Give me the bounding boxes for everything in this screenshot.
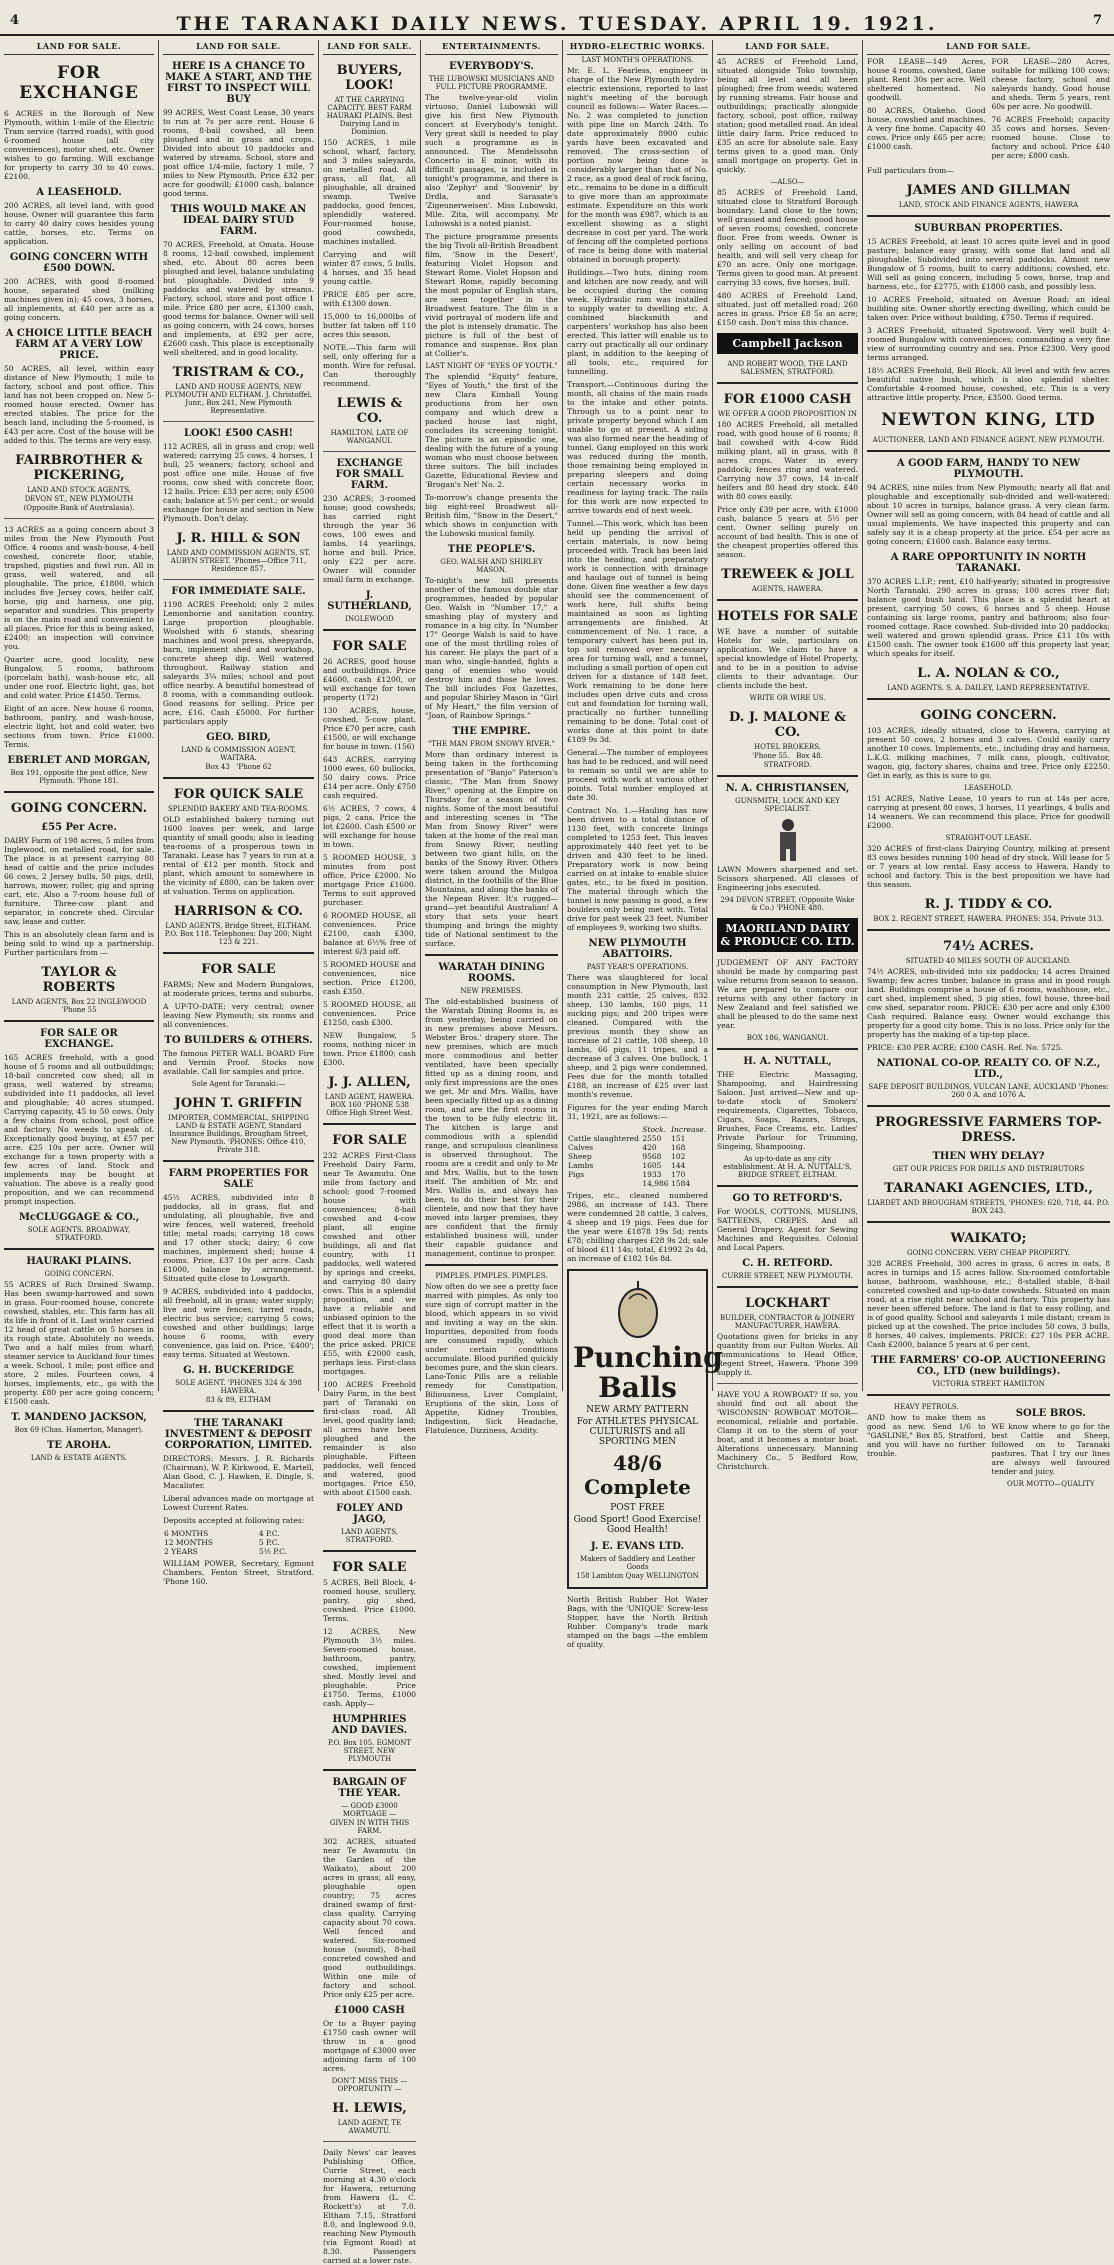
ad-text: OLD established bakery turning out 1600 loaves per week, and large quantity of small goods; also is leading tea-rooms of a prosperous town in Taranaki. Lease has 7 years to run at a rental of £12 per month. Stock and plant, which amount to somewhere in the vicinity of £800, can be taken over at valuation. Terms on application. [163, 815, 314, 896]
ad-subtitle: A CHOICE LITTLE BEACH FARM AT A VERY LOW PRICE. [5, 328, 153, 361]
article-text: The old-established business of the Waratah Dining Rooms is, as from yesterday, being carried on in new premises above Messrs. Webster Bros.' drapery store. The new premises, which are much more commodious and better ventilated, have been specially fitted up as a dining room, and only first impressions are the ones we get. Mr and Mrs. Wallis, have been specially fitted up as a dining room, and are the first rooms in the town to be fully electric lit. The kitchen is large and commodious with a splendid range, and scrupulous cleanliness is observed throughout. The rooms are a credit and only to Mr and Mrs. Wallis, but to the town itself. The ambition of Mr. and Mrs. Wallis is, and always has been, to do their best for their clientele, and now that they have moved into larger premises, they are confident that the firmly established business will, under their capable guidance and management, continue to prosper. [425, 997, 558, 1258]
ad-title: A RARE OPPORTUNITY IN NORTH TARANAKI. [890, 552, 1087, 574]
ad-title: FOR SALE OR EXCHANGE. [40, 1028, 118, 1050]
ad-address: 158 Lambton Quay WELLINGTON [576, 1572, 699, 1580]
ad-text: Price only £39 per acre, with £1000 cash, balance 5 years at 5½ per cent. Owner selling purely on account of bad health. This is one of the cheapest properties offered this season. [717, 505, 858, 559]
agent-name: C. H. RETFORD. [742, 1258, 833, 1269]
agent-detail: INGLEWOOD [345, 615, 394, 623]
table-header-row: Stock. Increase. [642, 1125, 707, 1134]
agent-name: NATIONAL CO-OP. REALTY CO. OF N.Z., LTD., [876, 1058, 1101, 1080]
agent-name: NEWTON KING, LTD [881, 410, 1096, 430]
article-text: Mr. E. L. Fearless, engineer in charge of the New Plymouth hydro-electric extensions, reported to last night's meeting of the borough council as follows:— Water Races.—No. 2 was completed to junction with pipe line on March 24th. To date approximately 8900 cubic yards have been excavated and removed. The cross-section of portion now being done is considerably larger than that of No. 2 race, as a good deal of rock facing, etc., remains to be done in a difficult to give more than an approximate estimate. Expenditure on this work for the month was £987, which is an excellent showing as a slight decrease in cost per yard. The work of fencing off the completed portions of race is being done with material obtained in borough property. [567, 66, 708, 264]
agent-name: N. A. CHRISTIANSEN, [725, 783, 850, 794]
agent-name: D. J. MALONE & CO. [728, 710, 847, 740]
agent-detail: BOX 2. REGENT STREET, HAWERA. PHONES: 354, Private 313. [873, 915, 1104, 923]
agent-name: H. A. NUTTALL, [743, 1056, 832, 1067]
ad-title: EXCHANGE FOR SMALL FARM. [335, 458, 404, 491]
ad-subtitle: TO BUILDERS & OTHERS. [164, 1035, 313, 1046]
ad-price: 48/6 Complete [584, 1451, 691, 1499]
article-subtitle: GEO. WALSH AND SHIRLEY MASON. [440, 558, 543, 574]
ad-text: THE Electric Massaging, Shampooing, and Hairdressing Saloon. Just arrived—New and up-to-date stock of Smokers' requirements, Cigarettes, Tobacco, Cigars, Soaps, Razors, Strops, Brushes, Face Creams, etc. Ladies' Private Parlour for Trimming, Singeing, Shampooing. [717, 1070, 858, 1151]
article-subtitle: LAST NIGHT OF "EYES OF YOUTH." [425, 362, 558, 370]
agent-detail: GUNSMITH, LOCK AND KEY SPECIALIST. [735, 797, 840, 813]
article-title: THE PEOPLE'S. [447, 544, 536, 555]
ad-text: 5 ROOMED HOUSE, all conveniences. Price £1250, cash £300. [323, 1000, 416, 1027]
article-subtitle: PAST YEAR'S OPERATIONS. [586, 963, 689, 971]
article-title: WARATAH DINING ROOMS. [438, 962, 545, 984]
agent-name: EBERLET AND MORGAN, [7, 755, 151, 766]
ad-title: FOR SALE [201, 962, 276, 977]
agent-name: FAIRBROTHER & PICKERING, [15, 453, 143, 483]
ad-subtitle: SPLENDID BAKERY AND TEA-ROOMS. [168, 805, 309, 813]
ad-text: 151 ACRES, Native Lease, 10 years to run at 14s per acre, carrying at present 80 cows, 3 horses, 11 yearlings, 4 bulls and 14 weaners. We can recommend this place. Price for goodwill £2000. [867, 794, 1110, 830]
ad-text: JUDGEMENT OF ANY FACTORY should be made by comparing past value returns from season to season. We are prepared to compare our returns with any other factory in New Zealand and feel satisfied we shall be pleased to do the same next year. [717, 958, 858, 1030]
ad-text: 1198 ACRES Freehold; only 2 miles Lemonborne and sanitation country. Large proportion ploughable. Woolshed with 6 stands, shearing machines and wool press, sheepyards, barn, implement shed and workshop, concrete sheep dip. Well watered throughout. Railway station and saleyards 3¼ miles; school and post office nearby. A beautiful homestead of 8 rooms, with a commanding outlook. Good reasons for selling. Price per acre, £16. Cash £5000. For further particulars apply [163, 600, 314, 726]
agent-detail: LAND AGENT, HAWERA. BOX 160 'PHONE 538 Office High Street West. [324, 1093, 415, 1117]
ad-text: 5 ACRES, Bell Block, 4-roomed house, scullery, pantry, gig shed, cowshed. Price £1000. Terms. [323, 1578, 416, 1623]
agent-name: L. A. NOLAN & CO., [917, 666, 1060, 681]
ad-text: 76 ACRES Freehold; capacity 35 cows and horses. Seven-roomed house. Close to factory and school. Price £40 per acre; £800 cash. [991, 115, 1110, 160]
ad-price: £55 Per Acre. [41, 822, 117, 833]
ad-subtitle: — GOOD £3000 MORTGAGE — [341, 1802, 398, 1818]
ad-company-sub: Makers of Saddlery and Leather Goods [580, 1555, 695, 1571]
ad-text: 12 ACRES, New Plymouth 3½ miles. Seven-roomed house, bathroom, pantry, cowshed, implement shed. Mostly level and ploughable. Price £1750. Terms, £1000 cash. Apply— [323, 1627, 416, 1708]
bottom-ads-row [867, 1402, 1110, 1489]
ad-text: WE know where to go for the best Cattle and Sheep, followed on to Taranaki pastures. That I try our lines are always well favoured tender and juicy. [991, 1422, 1110, 1476]
agent-detail: LAND & ESTATE AGENTS. [30, 1454, 128, 1462]
ad-text: 302 ACRES, situated near Te Awamutu (in the Garden of the Waikato), about 200 acres in grass; all easy, ploughable open country; 75 acres drained swamp of first-class quality. Carrying capacity about 70 cows. Well fenced and watered. Six-roomed house (sound), 8-bail concreted cowshed and good outbuildings. Within one mile of factory and school. Price only £25 per acre. [323, 1837, 416, 1999]
agent-detail: VICTORIA STREET HAMILTON [932, 1380, 1045, 1388]
column-header: LAND FOR SALE. [323, 40, 416, 55]
ad-title: HERE IS A CHANCE TO MAKE A START, AND THE FIRST TO INSPECT WILL BUY [165, 61, 312, 105]
ad-text: 200 ACRES, all level land, with good house. Owner will guarantee this farm to carry 40 dairy cows besides young cattle, horses, etc. Terms on application. [4, 201, 154, 246]
ad-text: Quotations given for bricks in any quantity from our Fulton Works. All communications to Head Office, Regent Street, Hawera. 'Phone 399 supply it. [717, 1332, 858, 1377]
ad-title: GOING CONCERN. [10, 801, 148, 816]
agent-name: SOLE BROS. [1015, 1408, 1086, 1419]
agent-name: TAYLOR & ROBERTS [41, 965, 117, 995]
table-row: 6 MONTHS 4 P.C. [164, 1529, 280, 1538]
ad-text: 180 ACRES Freehold, all metalled road, with good house of 6 rooms; 8 bail cowshed with 4-cow Ridd milking plant, all in grass, with 8 acres crops. Water in every paddock; fences ring and watered. Carrying now 37 cows, 14 in-calf heifers and 80 head dry stock. £40 with 80 cows easily. [717, 420, 858, 501]
agent-contact: 'Phone 55. Box 48. [752, 752, 823, 760]
agent-detail: BOX 186, WANGANUI. [746, 1034, 829, 1042]
agent-detail: CURRIE STREET, NEW PLYMOUTH. [722, 1272, 853, 1280]
ad-text: 112 ACRES, all in grass and crop; well watered; carrying 25 cows, 4 horses, 1 bull, 25 weaners; factory, school and post office one mile. House of five rooms, cow shed with concrete floor, 12 bails. Price: £33 per acre; only £500 cash; balance at 5½ per cent.; or would exchange for house and section in New Plymouth. Don't delay. [163, 442, 314, 523]
ad-text: 85 ACRES of Freehold Land, situated close to Stratford Borough boundary. Land close to the town; well grassed and fenced; good house of seven rooms; cowshed, concrete floor. Free from weeds. Owner is only selling on account of bad health, and will sell very cheap for £70 an acre. Only one mortgage. Terms given to good man. At present carrying 33 cows, five horses, bull. [717, 188, 858, 287]
agent-name: McCLUGGAGE & CO., [18, 1212, 140, 1223]
ad-title: FOR £1000 CASH [723, 392, 852, 407]
ad-text: 643 ACRES, carrying 1000 ewes, 60 bullocks, 50 dairy cows. Price £14 per acre. Only £750 cash required. [323, 755, 416, 800]
ad-text: The famous PETER WALL BOARD Fire and Vermin Proof. Stocks now available. Call for samples and price. [163, 1049, 314, 1076]
agent-name: LOCKHART [745, 1296, 830, 1311]
agent-detail: LAND AGENT, TE AWAMUTU. [337, 2119, 402, 2135]
agent-name: GEO. BIRD, [206, 732, 271, 743]
ad-text: For WOOLS, COTTONS, MUSLINS, SATTEENS, CREPES. And all General Drapery. Agent for Sewing Machines and Requisites. Colonial and Local Papers. [717, 1207, 858, 1252]
ad-text: 10 ACRES Freehold, situated on Avenue Road; an ideal building site. Owner shortly erecting dwelling, which could be taken over. Price without building, £750. Terms if required. [867, 295, 1110, 322]
ad-subtitle: GIVEN IN WITH THIS FARM. [329, 1819, 410, 1835]
ad-title: BARGAIN OF THE YEAR. [332, 1777, 407, 1799]
agent-name: H. LEWIS, [332, 2101, 407, 2116]
column-5 [563, 40, 723, 1649]
agent-name: LEWIS & CO. [336, 396, 403, 426]
ad-subtitle: GOING CONCERN WITH £500 DOWN. [9, 252, 149, 274]
article-text: Now often do we see a pretty face marred with pimples. As only too sure sign of corrupt matter in the blood, which appears in so vivid and inviting a way on the skin. Impurities, deposited from foods are consumed rapidly, which under certain conditions accumulate. Blood purified quickly becomes pure, and the skin clears. Lano-Tonic Pills are a reliable remedy for Constipation, Biliousness, Liver Complaint, Eruptions of the skin, Loss of Appetite, Kidney Troubles, Indigestion, Sick Headache, Flatulence, Dizziness, Acidity. [425, 1282, 558, 1435]
ad-text: 15 ACRES Freehold, at least 10 acres quite level and in good pasture; balance easy grassy, with some flat land and all ploughable. Subdivided into several paddocks. Almost new Bungalow of 5 rooms, built to carry additions; cowshed, etc. Will sell as going concern, including 5 cows, horse, trap and harness, etc., for £2775, with £1800 cash, and possibly less. [867, 237, 1110, 291]
ad-text: 50 ACRES, all level, within easy distance of New Plymouth; 1 mile to factory, school and post office. This land has not been cropped on. New 5-roomed house erected. Owner has erected stables. The price for the beach land, including the 5-roomed, is £43 per acre. Cost of the house will be added to this. The terms are very easy. [4, 364, 154, 445]
agent-detail: Box 191, opposite the post office, New Plymouth. 'Phone 181. [10, 769, 148, 785]
ad-text: 6 ROOMED HOUSE, all conveniences. Price £2100, cash £300, balance at 6½% free of interest 6/3 paid off. [323, 911, 416, 956]
agent-detail: LAND AGENTS. S. A. DAILEY, LAND REPRESENTATIVE. [886, 684, 1091, 692]
ad-text: LAWN Mowers sharpened and set. Scissors sharpened. All classes of Engineering jobs executed. [717, 865, 858, 892]
ad-text: A UP-TO-DATE; very central; owner leaving New Plymouth; six rooms and all conveniences. [163, 1002, 314, 1029]
agent-detail: LAND AGENTS, Box 22 INGLEWOOD 'Phone 55 [11, 998, 147, 1014]
ad-text: 45½ ACRES, subdivided into 8 paddocks, all in grass, flat and undulating, all ploughable, five and wire fences, well watered, freehold title; metal roads; carrying 18 cows and 17 other stock; dairy; 6 cow machines, implement shed; house 4 rooms. Price, £37 10s per acre. Cash £1000, balance by arrangement. Situated quite close to Lowgarth. [163, 1193, 314, 1283]
article-subtitle: THE LUBOWSKI MUSICIANS AND FULL PICTURE PROGRAMME. [428, 75, 555, 91]
agent-detail: HAMILTON. LATE OF WANGANUI. [330, 429, 409, 445]
agent-detail: Box 69 (Chas. Hamerton, Manager). [14, 1426, 144, 1434]
article-text: Tripes, etc., cleaned numbered 2986, an increase of 143. There were condemned 28 cattle, 3 calves, 4 sheep and 19 pigs. Fees due for the year were £1878 19s 5d; rents £78; chilling charges £28 9s 2d; sale of blood £11 14s; total, £1992 2s 4d, an increase of £182 16s 8d. [567, 1191, 708, 1263]
column-4 [421, 40, 563, 1435]
ad-text: North British Rubber Hot Water Bags, with the 'UNIQUE' Screw-less Stopper, have the North British Rubber Company's trade mark stamped on the bags —the emblem of quality. [567, 1595, 708, 1649]
agent-detail: AGENTS, HAWERA. [751, 585, 824, 593]
dairy-logo-banner: MAORILAND DAIRY & PRODUCE CO. LTD. [717, 918, 858, 952]
ad-text: 13 ACRES as a going concern about 3 miles from the New Plymouth Post Office. 4 rooms and wash-house, 4-bell cowshed, concrete floor, stable, trapshed, pigsties and fowl run. All in grass, well watered, and all ploughable. The price, £1800, which includes five Jersey cows, heifer calf, horse, gig and harness, one pig, separator and sundries. This property is on the main road and convenient to all places. Price for this is being asked, £2400; an inspection will convince you. [4, 525, 154, 651]
ad-text: AND how to make them as good as new. Send 1/6 to "GASLINE," Box 85, Stratford, and you will have no further trouble. [867, 1413, 986, 1458]
ad-text: Quarter acre, good locality, new Bungalow, 5 rooms, bathroom (porcelain bath), wash-house etc, all under one roof. Electric light, gas, hot and cold water. Price £1450. Terms. [4, 655, 154, 700]
ad-headline: Punching Balls [573, 1341, 723, 1404]
article-text: The picture programme presents the big Tivoli all-British Broadbent film, 'Snow in the Desert', featuring Violet Hopson and Stewart Rome. Violet Hopson and Stewart Rome, rapidly becoming the most popular of English stars, are seen together in the Broadwest feature. The film is a vivid portrayal of modern life and the plot is intensely dramatic. The picture is full of the best of romance and suspense. Box plan at Collier's. [425, 232, 558, 358]
ad-subtitle: £1000 CASH [334, 2005, 405, 2016]
deposit-rates-table [163, 1529, 314, 1556]
ad-title: GO TO RETFORD'S. [732, 1193, 843, 1204]
agent-detail: LAND AND STOCK AGENTS, [26, 486, 132, 494]
agent-detail: SOLE AGENT. 'PHONES 324 & 398 HAWERA. [175, 1379, 302, 1395]
ad-text: 26 ACRES, good house and outbuildings. Price £4600, cash £1200, or will exchange for town property (172) [323, 657, 416, 702]
ad-subtitle: WE OFFER A GOOD PROPOSITION IN [718, 410, 857, 418]
ad-text: 3 ACRES Freehold, situated Spotswood. Very well built 4-roomed Bungalow with conveniences; commanding a very fine view of surrounding country and sea. Price £2300. Very good terms arranged. [867, 326, 1110, 362]
ad-title: FOR QUICK SALE [173, 787, 304, 802]
column-2 [159, 40, 319, 1586]
column-1 [0, 40, 159, 1462]
agent-name: HUMPHRIES AND DAVIES. [331, 1714, 408, 1736]
ad-text: 18½ ACRES Freehold, Bell Block. All level and with few acres beautiful native bush, which is also splendid shelter. Comfortable 4-roomed house, cowshed, etc. This is a very attractive little property. Price, £3500. Good terms. [867, 366, 1110, 402]
ad-text: 74½ ACRES, sub-divided into six paddocks; 14 acres Drained Swamp; few acres timber, balance in grass and in good rough land. Buildings comprise a house of 6 rooms, washhouse, etc., cart shed, implement shed, 3 pig sties, fowl house, three-bail cow shed, separator room. PRICE: £30 per acre and only £300 Cash required. Balance easy. Owner would exchange this property for a good city home. This is no loss. Price only for the property has the making of a tip-top place. [867, 967, 1110, 1039]
agent-name: TRISTRAM & CO., [172, 365, 305, 380]
table-row: Pigs 1933 170 [568, 1170, 686, 1179]
ad-text: 6½ ACRES, 7 cows, 4 pigs, 2 cans. Price the lot £2600. Cash £500 or will exchange for house in town. [323, 804, 416, 849]
ad-title: WAIKATO; [950, 1231, 1027, 1246]
agent-detail: LAND & COMMISSION AGENT, WAITARA. [181, 746, 296, 762]
ad-subtitle: LEASEHOLD. [964, 784, 1013, 792]
agent-detail: 294 DEVON STREET, (Opposite Wake & Co.) 'PHONE 480. [720, 896, 855, 912]
agent-name: TE AROHA. [46, 1440, 111, 1451]
ad-subtitle: A LEASEHOLD. [36, 187, 122, 198]
ad-text: 230 ACRES; 3-roomed house; good cowsheds; has carried right through the year 36 cows, 100 ewes and lambs, 14 yearlings, horse and bull. Price, only £22 per acre. Owner will consider small farm in exchange. [323, 494, 416, 584]
ad-text: 9 ACRES, subdivided into 4 paddocks, all freehold, all in grass; water supply; live and wire fences; tarred roads, electric bus service; carrying 5 cows; cowshed and other buildings; large house 6 rooms, with every convenience, gas laid on. Price, '£400'; easy terms. Situated at Westown. [163, 1287, 314, 1359]
ad-text: WE have a number of suitable Hotels for sale, particulars on application. We claim to have a special knowledge of Hotel Property, and to be in a position to advise clients to their advantage. Our clients include the best. [717, 627, 858, 690]
column-header: LAND FOR SALE. [4, 40, 154, 55]
page-number-right: 7 [1092, 13, 1102, 28]
agent-name: FOLEY AND JAGO, [336, 1503, 403, 1525]
table-row: Lambs 1605 144 [568, 1161, 686, 1170]
ad-subline: NEW ARMY PATTERN [586, 1405, 689, 1415]
page-number-left: 4 [10, 13, 20, 28]
article-text: Tunnel.—This work, which has been held up pending the arrival of certain materials, is now being proceeded with. Track has been laid into the heading, and preparatory work is connection with drainage and haulage out of tunnel is being done. Given fine weather a few days should see the commencement of work here, full shifts being maintained as soon as lighting arrangements are finished. At commencement of No. 1 race, a temporary culvert has been put in, top soil removed over necessary area for turning wall, and a tunnel, including a small portion of open cut driven for a distance of 148 feet. Work remaining to be done here includes open drive cuts and cross cut and foundation for turning wall, practically no further tunnelling remaining to be done. Total cost of works done at this point to date £189 9s 3d. [567, 519, 708, 744]
agent-detail: DEVON ST., NEW PLYMOUTH [24, 495, 134, 503]
ad-text: 150 ACRES, 1 mile school, wharf, factory, and 3 miles saleyards, on metalled road. All grass, all flat, all ploughable, all drained swamp. Twelve paddocks, good fences, splendidly watered. Four-roomed house, good cowsheds, machines installed. [323, 138, 416, 246]
agent-name: G. H. BUCKERIDGE [183, 1365, 294, 1376]
article-subtitle: LAST MONTH'S OPERATIONS. [581, 56, 694, 64]
agent-name: J. R. HILL & SON [176, 531, 301, 546]
ad-text: WILLIAM POWER, Secretary, Egmont Chambers, Fenton Street, Stratford. 'Phone 160. [163, 1559, 314, 1586]
article-text: To-night's new bill presents another of the famous double star programmes, headed by popular Geo. Walsh in "Number 17," a smashing play of mystery and romance in a big city. In "Number 17" George Walsh is said to have one of the most thrilling roles of his career. He plays the part of a man who, single-handed, fights a gang of enemies who would destroy him and those he loves. The bill includes Fox Gazettes, and popular Shirley Mason in "Girl of My Heart," the film version of "Joan, of Rainbow Springs." [425, 576, 558, 720]
column-header: LAND FOR SALE. [867, 40, 1110, 55]
ad-text: 70 ACRES, Freehold, at Omata. House 8 rooms, 12-bail cowshed, implement shed, etc. About 80 acres been ploughed and level, balance undulating but ploughable. Divided into 9 paddocks and watered by streams. Factory, school, store and post office 1 mile. Price £80 per acre, £1300 cash, good terms for balance. Owner will sell as going concern, with 24 cows, horses and implements, at £92 per acre, £2600 cash. This place is exceptionally well sheltered, and in good locality. [163, 240, 314, 357]
ad-text: HAVE YOU A ROWBOAT? If so, you should find out all about the 'WISCONSIN' ROWBOAT MOTOR—economical, reliable and portable. Clamp it on to the stern of your boat, and it becomes a motor boat. Alterations unnecessary. Manning Machinery Co., 5 Bedford Row, Christchurch. [717, 1390, 858, 1471]
ad-text: PRICE £85 per acre, with £1300 down. [323, 290, 416, 308]
agent-name: THE FARMERS' CO-OP. AUCTIONEERING CO., LTD (new buildings). [871, 1355, 1106, 1377]
agent-contact: Box 43 'Phone 62 [205, 763, 272, 771]
ad-subline: POST FREE [610, 1503, 665, 1513]
agent-name: HARRISON & CO. [174, 904, 303, 919]
ad-text: Liberal advances made on mortgage at Lowest Current Rates. [163, 1494, 314, 1512]
ad-text: DIRECTORS: Messrs. J. R. Richards (Chairman), W. P. Kirkwood, E. Martell, Alan Good, C. J. Hawken, E. Dingle, S. Macalister. [163, 1454, 314, 1490]
agent-name: J. J. ALLEN, [328, 1075, 411, 1090]
ad-text: 5 ROOMED HOUSE and conveniences, nice section. Price £1200, cash £350. [323, 960, 416, 996]
agent-detail: SOLE AGENTS. BROADWAY, STRATFORD. [27, 1226, 131, 1242]
agent-detail: As up-to-date as any city establishment. At H. A. NUTTALL'S, BRIDGE STREET, ELTHAM. [723, 1155, 852, 1179]
ad-title: LOOK! £500 CASH! [183, 428, 294, 439]
ad-text: Sole Agent for Taranaki:— [191, 1080, 286, 1088]
table-row: Sheep 9568 102 [568, 1152, 686, 1161]
ad-text: 232 ACRES First-Class Freehold Dairy Farm, near Te Awamutu. One mile from factory and school; good 7-roomed house with conveniences; 8-bail cowshed and 4-cow plant, all engine cowshed and other buildings, all and flat country, with 11 paddocks, well watered by springs and creeks, and carrying 80 dairy cows. This is a splendid proposition, and we have a reliable and unbiased opinion to the effect that it is worth a good deal more than the price asked. PRICE £55, with £2000 cash, perhaps less. First-class mortgages. [323, 1151, 416, 1376]
column-header: ENTERTAINMENTS. [425, 40, 558, 55]
column-header: LAND FOR SALE. [163, 40, 314, 55]
masthead [0, 0, 1114, 36]
ad-title: GOING CONCERN. [920, 708, 1057, 723]
ad-text: 103 ACRES, ideally situated, close to Hawera, carrying at present 50 cows, 2 horses and 3 calves. Could easily carry another 10 cows. Implements, etc., including dray and harness, L.K.G. milking machines, 7 milk cans, plough, cultivator, wagon, gig, factory shares, chains and tree. Price only £2250. Get in early, as this is sure to go. [867, 726, 1110, 780]
article-title: NEW PLYMOUTH ABATTOIRS. [588, 938, 687, 960]
ad-text: 94 ACRES, nine miles from New Plymouth; nearly all flat and ploughable and exceptionally sub-divided and well-watered; about 10 acres in turnips, balance grass. A very clean farm. Owner will sell as going concern, with 84 head of cattle and all usual implements. We have inspected this property and can safely say it is a cheap property at the price. £54 per acre as going concern; £1600 cash. Balance easy terms. [867, 483, 1110, 546]
column-header: HYDRO-ELECTRIC WORKS. [567, 40, 708, 55]
newspaper-title: THE TARANAKI DAILY NEWS. TUESDAY. APRIL 19. 1921. [176, 13, 938, 35]
agent-detail: LAND AGENTS, Bridge Street, ELTHAM. P.O. Box 118. Telephones: Day 200; Night 123 & 221. [164, 922, 313, 946]
article-text: There was slaughtered for local consumption in New Plymouth, last month 231 cattle, 25 calves, 832 sheep, 130 lambs, 160 pigs, 11 sucking pigs; and 200 tripes were cleaned. Compared with the previous month they show an increase of 21 cattle, 108 sheep, 10 lambs, 66 pigs, 11 tripes, and a decrease of 3 calves. One bullock, 1 sheep, and 2 pigs were condemned. Fees due for the month totalled £188, an increase of £25 over last month's revenue. [567, 973, 708, 1099]
agent-detail: HOTEL BROKERS. [753, 743, 822, 751]
agent-detail: P.O. Box 105. EGMONT STREET, NEW PLYMOUTH [327, 1739, 412, 1763]
ad-text: 15,000 to 16,000lbs of butter fat taken off 110 acres this season. [323, 312, 416, 339]
article-subtitle: "THE MAN FROM SNOWY RIVER." [428, 740, 555, 748]
ad-text: FARMS; New and Modern Bungalows, at moderate prices, terms and suburbs. [163, 980, 314, 998]
ad-title: PROGRESSIVE FARMERS TOP-DRESS. [875, 1115, 1102, 1145]
ad-subtitle: GET OUR PRICES FOR DRILLS AND DISTRIBUTORS [892, 1165, 1085, 1173]
ad-subtitle: GOING CONCERN. [44, 1270, 114, 1278]
ad-text: Carrying and will winter 87 cows, 5 bulls, 4 horses, and 35 head young cattle. [323, 250, 416, 286]
article-title: EVERYBODY'S. [449, 61, 534, 72]
agent-detail: AUCTIONEER, LAND AND FINANCE AGENT, NEW PLYMOUTH. [872, 436, 1105, 444]
ad-title: SUBURBAN PROPERTIES. [914, 223, 1063, 234]
article-subtitle: PIMPLES. PIMPLES. PIMPLES. [435, 1272, 548, 1280]
ad-text: This is an absolutely clean farm and is being sold to wind up a partnership. Further particulars from — [4, 930, 154, 957]
ad-text: 5 ROOMED HOUSE, 3 minutes from post office. Price £2000. No mortgage Price £1600. Terms to suit approved purchaser. [323, 853, 416, 907]
table-row: 12 MONTHS 5 P.C. [164, 1538, 280, 1547]
agent-name: J. SUTHERLAND, [327, 590, 412, 612]
ad-title: FOR SALE [332, 1133, 407, 1148]
column-header: LAND FOR SALE. [717, 40, 858, 55]
column-6 [713, 40, 863, 1471]
article-text: The splendid "Equity" feature, "Eyes of Youth," the first of the new Clara Kimball Young productions from her own company and which drew a packed house last night, concludes its screening tonight. The picture is an episodic one, dealing with the future of a young woman who must choose between three suitors. The bill includes Gazette, Educational Review and 'Brogan's Net' No. 2. [425, 372, 558, 489]
ad-title: 74½ ACRES. [943, 939, 1034, 954]
article-text: General.—The number of employees has had to be reduced, and will need to remain so until we are able to proceed with work at various other points. Total number employed at date 30. [567, 748, 708, 802]
agent-detail: AND ROBERT WOOD, THE LAND SALESMEN, STRATFORD. [727, 360, 848, 376]
article-text: Figures for the year ending March 31, 1921, are as follows:— [567, 1103, 708, 1121]
ad-text: DAIRY Farm of 198 acres, 5 miles from Inglewood, on metalled road, for sale. The place is at present carrying 80 head of cattle and the price includes 66 cows, 2 Jersey bulls, 50 pigs, drill, harrows, mower, roller, gig and spring cart, etc. Also a 7-room house full of furniture. Three-cow plant and separator, in concrete shed. Circular saw, lease and cutter. [4, 836, 154, 926]
ad-text: —ALSO— [770, 178, 805, 186]
ad-title: BUYERS, LOOK! [336, 63, 403, 93]
ad-text: 165 ACRES freehold, with a good house of 5 rooms and all outbuildings; 18-bail concreted cow shed; all in grass, well watered by streams; subdivided into 11 paddocks, all level and ploughable; 40 acres stumped. Carrying capacity, 45 to 50 cows. Only a few chains from school, post office and factory. No weeds to speak of. Exceptionally good buying, at £57 per acre. £25 10s per acre. Owner will exchange for a town property with a few acres of land. Stock and implements may be bought at valuation. The above is a really good proposition, and we can recommend prompt inspection. [4, 1053, 154, 1206]
punching-ball-icon [615, 1281, 661, 1339]
ad-text: 6 ACRES in the Borough of New Plymouth, within 1-mile of the Electric Tram service (tarred roads), with good 6-roomed house (all city conveniences), motor shed, etc. Owner wishes to go farming. Will exchange for property to carry 30 to 40 cows. £2100. [4, 109, 154, 181]
column-7 [863, 40, 1114, 1488]
agent-detail: IMPORTER, COMMERCIAL, SHIPPING LAND & ESTATE AGENT, Standard Insurance Buildings, Brougham Street, New Plymouth. 'PHONES: Office 410, Private 318. [168, 1114, 309, 1154]
agent-detail: LAND AGENTS, STRATFORD. [341, 1528, 398, 1544]
article-text: The twelve-year-old violin virtuoso, Daniel Lubowski will give his first New Plymouth concert at Everybody's tonight. Very great skill is needed to play such a programme as is announced. The Mendelssohn Concerto in E minor, with its difficult passages, is included in tonight's programme, and there is also 'Zephyr' and 'Souvenir' by Drdla, and Sarasate's 'Zigeunerweisen'. Miss Lubowski, Mlle. Zita, will accompany. Mr Lubowski is a noted pianist. [425, 93, 558, 228]
ad-text: 55 ACRES of Rich Drained Swamp. Has been swamp-harrowed and sown in grass. Four-roomed house, concrete cowshed, stables, etc. This farm has all its life in front of it. Last winter carried 12 head of great cattle on 5 horses in its rough state. Absolutely no weeds. Two and a half miles from wharf; steamer service to Auckland four times a week. School, 1 mile; post office and store, 2 miles. Fourteen cows, 4 horses, implements, etc., go with the property. £80 per acre going concern; £1500 cash. [4, 1280, 154, 1406]
agent-name: R. J. TIDDY & CO. [924, 897, 1053, 912]
table-row: Calves 420 168 [568, 1143, 686, 1152]
ad-text: PRICE: £30 PER ACRE; £300 CASH. Ref. No. 5725. [867, 1043, 1063, 1052]
agent-name: TREWEEK & JOLL [721, 567, 854, 582]
article-text: Contract No. 1.—Hauling has now been driven to a total distance of 1130 feet, with concrete linings completed to 1253 feet. This leaves approximately 440 feet yet to be driven and 430 feet to be lined. Preparatory work is now being carried on at intake to enable sluice gates, etc., to be fixed in position. The material through which the tunnel is now passing is good, a few boulders only being met with. Total drive for past week 23 feet. Number of employees 9, working two shifts. [567, 806, 708, 932]
ad-text: 45 ACRES of Freehold Land, situated alongside Toko township, being all level and all been ploughed; free from weeds; watered by running streams. Fair house and outbuildings; practically alongside factory, school, post office, railway station; good metalled road. An ideal little dairy farm. Price reduced to £35 an acre for absolute sale. Easy terms given to a good man. Only small mortgage on property. Get in quickly. [717, 57, 858, 174]
ad-text: Eight of an acre. New house 6 rooms, bathroom, pantry, and wash-house, electric light, hot and cold water, two sections from town. Price £1000. Terms. [4, 704, 154, 749]
agent-detail: LIARDET AND BROUGHAM STREETS, 'PHONES: 620, 718, 44. P.O. BOX 243. [867, 1199, 1110, 1215]
article-text: To-morrow's change presents the big eight-reel Broadwest all-British film, "Snow in the Desert," which shows in conjunction with the Lubowski musical family. [425, 493, 558, 538]
man-figure-icon [768, 817, 808, 861]
agent-name: JOHN T. GRIFFIN [174, 1096, 303, 1111]
ad-text: NOTE.—This farm will sell, only offering for a month. Wire for refusal. Can thoroughly recommend. [323, 343, 416, 388]
ad-subtitle: SITUATED 40 MILES SOUTH OF AUCKLAND. [905, 957, 1072, 965]
article-text: Buildings.—Two huts, dining room and kitchen are now ready, and will be occupied during the coming week. Hydraulic ram was installed to supply water to dwelling etc. A combined blacksmith and carpenters' workshop has also been erected. This latter will enable us to carry out practically all our ordinary plant, in addition to the keeping of all tools, etc., required for tunnelling. [567, 268, 708, 376]
column-3 [319, 40, 421, 2265]
ad-subtitle: AT THE CARRYING CAPACITY. BEST FARM HAURAKI PLAINS. Best Dairying Land in Dominion. [326, 96, 413, 136]
ad-text: FOR LEASE—149 Acres, house 4 rooms, cowshed, Gane plant. Rent 30s per acre. Well sheltered homestead. No goodwill. [867, 57, 986, 102]
agent-banner: Campbell Jackson [717, 333, 858, 354]
ad-title: FOR SALE [332, 639, 407, 654]
ad-title: HOTELS FOR SALE [717, 609, 858, 624]
ad-text: FOR LEASE—280 Acres, suitable for milking 100 cows; cheese factory, school and saleyards handy. Good house and sheds. Term 5 years, rent 60s per acre. No goodwill. [991, 57, 1110, 111]
ad-text: 100 ACRES Freehold Dairy Farm, in the best part of Taranaki on first-class road. All level, good quality land; all acres have been ploughed and the remainder is also ploughable. Fifteen paddocks, well fenced and watered, good mortgages. Price £50, with about £1500 cash. [323, 1380, 416, 1497]
ad-subtitle: WRITE OR WIRE US. [749, 694, 826, 702]
ad-text: NEW Bungalow, 5 rooms, nothing nicer in town. Price £1800; cash £300. [323, 1031, 416, 1067]
agent-detail: BUILDER, CONTRACTOR & JOINERY MANUFACTURER, HAWERA. [719, 1314, 856, 1330]
ad-title: A GOOD FARM, HANDY TO NEW PLYMOUTH. [896, 458, 1081, 480]
motto: OUR MOTTO—QUALITY [1007, 1480, 1095, 1488]
ad-subtitle: DON'T MISS THIS — OPPORTUNITY — [331, 2077, 408, 2093]
ad-subtitle: THIS WOULD MAKE AN IDEAL DAIRY STUD FARM. [170, 204, 307, 237]
table-total-row: 14,986 1584 [642, 1179, 691, 1188]
agent-name: TARANAKI AGENCIES, LTD., [884, 1181, 1093, 1196]
ad-text: 370 ACRES L.I.P.; rent, £10 half-yearly; situated in progressive North Taranaki. 290 acres in grass; 100 acres river flat; balance good bush land. This place is a splendid heart at present, carrying 50 cows, 6 horses and 5 sheep. House containing six large rooms, pantry and bathroom; also four-roomed cottage. Race cowshed. Sub-divided into 20 paddocks; well watered and grown splendid grass. Price £11 10s with £1500 cash. The owner took £1600 off this property last year, which speaks for itself. [867, 577, 1110, 658]
ad-subtitle: THEN WHY DELAY? [932, 1151, 1045, 1162]
table-row: Cattle slaughtered 2550 151 [568, 1134, 686, 1143]
ad-subline: For ATHLETES PHYSICAL CULTURISTS and all SPORTING MEN [576, 1417, 699, 1447]
ad-text: 99 ACRES, West Coast Lease, 30 years to run at 7s per acre rent. House 6 rooms, 8-bail cowshed, all been ploughed and in grass and crops. Divided into about 10 paddocks and watered by streams. School, store and post office 1/4-mile, factory 1 mile, 7 miles to New Plymouth. Price £32 per acre for goodwill; £1000 cash, balance good terms. [163, 108, 314, 198]
ad-title: FOR IMMEDIATE SALE. [171, 586, 306, 597]
ad-text: 130 ACRES, house, cowshed, 5-cow plant. Price £70 per acre, cash £1500, or will exchange for house in town. (156) [323, 706, 416, 751]
abattoir-table [567, 1125, 708, 1188]
columns [0, 40, 1114, 2265]
article-title: THE EMPIRE. [452, 726, 531, 737]
ad-title: FOR EXCHANGE [19, 63, 139, 103]
lease-row [867, 55, 1110, 164]
ad-subtitle: HEAVY PETROLS. [893, 1403, 959, 1411]
ad-title: FOR SALE [332, 1560, 407, 1575]
agent-name: T. MANDENO JACKSON, [11, 1412, 147, 1423]
article-text: More than ordinary interest is being taken in the forthcoming presentation of "Banjo" Paterson's classic, "The Man from Snowy River," opening at the Empire on Thursday for a season of two nights. Some of the most beautiful and interesting scenes in "The Man from Snowy River" were taken at the home of the real man from Snowy River, nestling between two giant hills, on the banks of the Snowy River. Others were taken around the Mulgoa district, in the foothills of the Blue Mountains, and along the banks of the Nepean River. It's rugged—grand—yet beautiful Australian! A story that sets your heart thumping and brings the mighty tide of National sentiment to the surface. [425, 750, 558, 948]
agent-detail: LAND AND COMMISSION AGENTS, ST. AUBYN STREET. 'Phones—Office 711, Residence 857. [166, 549, 311, 573]
agent-name: JAMES AND GILLMAN [906, 183, 1071, 198]
ad-text: Daily News' car leaves Publishing Office, Currie Street, each morning at 4.30 o'clock for Hawera, returning from Hawera (L. C. Rockett's) at 7.0. Eltham 7.15, Stratford 8.0, and Inglewood 9.0, reaching New Plymouth (via Egmont Road) at 8.30. Passengers carried at a lower rate. [323, 2148, 416, 2265]
ad-title: THE TARANAKI INVESTMENT & DEPOSIT CORPORATION, LIMITED. [164, 1418, 313, 1451]
ad-title: FARM PROPERTIES FOR SALE [168, 1168, 309, 1190]
agent-detail: LAND, STOCK AND FINANCE AGENTS, HAWERA [898, 201, 1079, 209]
ad-text: Deposits accepted at following rates: [163, 1516, 305, 1525]
ad-subtitle: STRAIGHT-OUT LEASE. [945, 834, 1032, 842]
ad-text: 80 ACRES, Otakeho. Good house, cowshed and machines. A very fine home. Capacity 40 cows. Price only £65 per acre; £1000 cash. [867, 106, 986, 151]
table-row: 2 YEARS 5½ P.C. [164, 1547, 288, 1556]
agent-detail: (Opposite Bank of Australasia). [23, 504, 135, 512]
ad-text: Or to a Buyer paying £1750 cash owner will throw in a good mortgage of £3000 over adjoining farm of 100 acres. [323, 2019, 416, 2073]
ad-text: 480 ACRES of Freehold Land, situated, just off metalled road; 260 acres in grass. Price £8 5s an acre; £150 cash. Don't miss this chance. [717, 291, 858, 327]
agent-detail: SAFE DEPOSIT BUILDINGS, VULCAN LANE, AUCKLAND 'Phones: 260 0 A. and 1076 A. [868, 1083, 1109, 1099]
agent-detail: LAND AND HOUSE AGENTS, NEW PLYMOUTH AND ELTHAM. J. Christoffel, Junr., Box 241, New Plymouth Representative. [164, 383, 313, 415]
article-subtitle: NEW PREMISES. [460, 987, 523, 995]
ad-text: 200 ACRES, with good 8-roomed house, separated shed (milking machines given in); 45 cows, 3 horses, all implements, at £40 per acre as a going concern. [4, 277, 154, 322]
agent-detail: 83 & 89, ELTHAM [205, 1396, 272, 1404]
ad-text: 320 ACRES of first-class Dairying Country, milking at present 83 cows besides running 100 head of dry stock. Will lease for 5 or 7 years at low rental. Easy access to Hawera. Handy to school and factory. This is the best proposition we have had this season. [867, 844, 1110, 889]
article-text: Transport.—Continuous during the month, all chains of the main roads to the intake and other points. Through us to a point near to private property beyond which I am unable to go at present. A siding was also formed near the heading of tunnel. Gang employed on this work was reduced during the month, those remaining being employed in preparing sleepers and doing certain necessary works in readiness for laying track. The rails for this work are now expected to arrive towards end of next week. [567, 380, 708, 515]
ad-subtitle: GOING CONCERN. VERY CHEAP PROPERTY. [906, 1249, 1071, 1257]
ad-company: J. E. EVANS LTD. [590, 1541, 685, 1552]
ad-text: 328 ACRES Freehold, 300 acres in grass, 6 acres in oats, 8 acres in turnips and 15 acres fallow. Six-roomed comfortable house, bathroom, washhouse, etc.; 8-stalled stable, 8-bail concreted cowshed and up-to-date cowsheds. Situated on main road, at a rise right near school and factory. This property has never been offered before. The land is flat to easy rolling, and is of good quality. School and saleyards 1 mile distant; cream is picked up at the cowshed. The price includes 50 cows, 3 bulls, 8 horses, 40 calves, implements. PRICE: £27 10s PER ACRE. Cash £2000, balance 5 years at 6 per cent. [867, 1259, 1110, 1349]
ad-subline: Good Sport! Good Exercise! Good Health! [573, 1515, 702, 1535]
punching-ball-ad [567, 1269, 723, 1589]
ad-text: Full particulars from— [867, 166, 954, 175]
ad-title: HAURAKI PLAINS. [26, 1256, 132, 1267]
agent-detail: STRATFORD. [763, 761, 812, 769]
